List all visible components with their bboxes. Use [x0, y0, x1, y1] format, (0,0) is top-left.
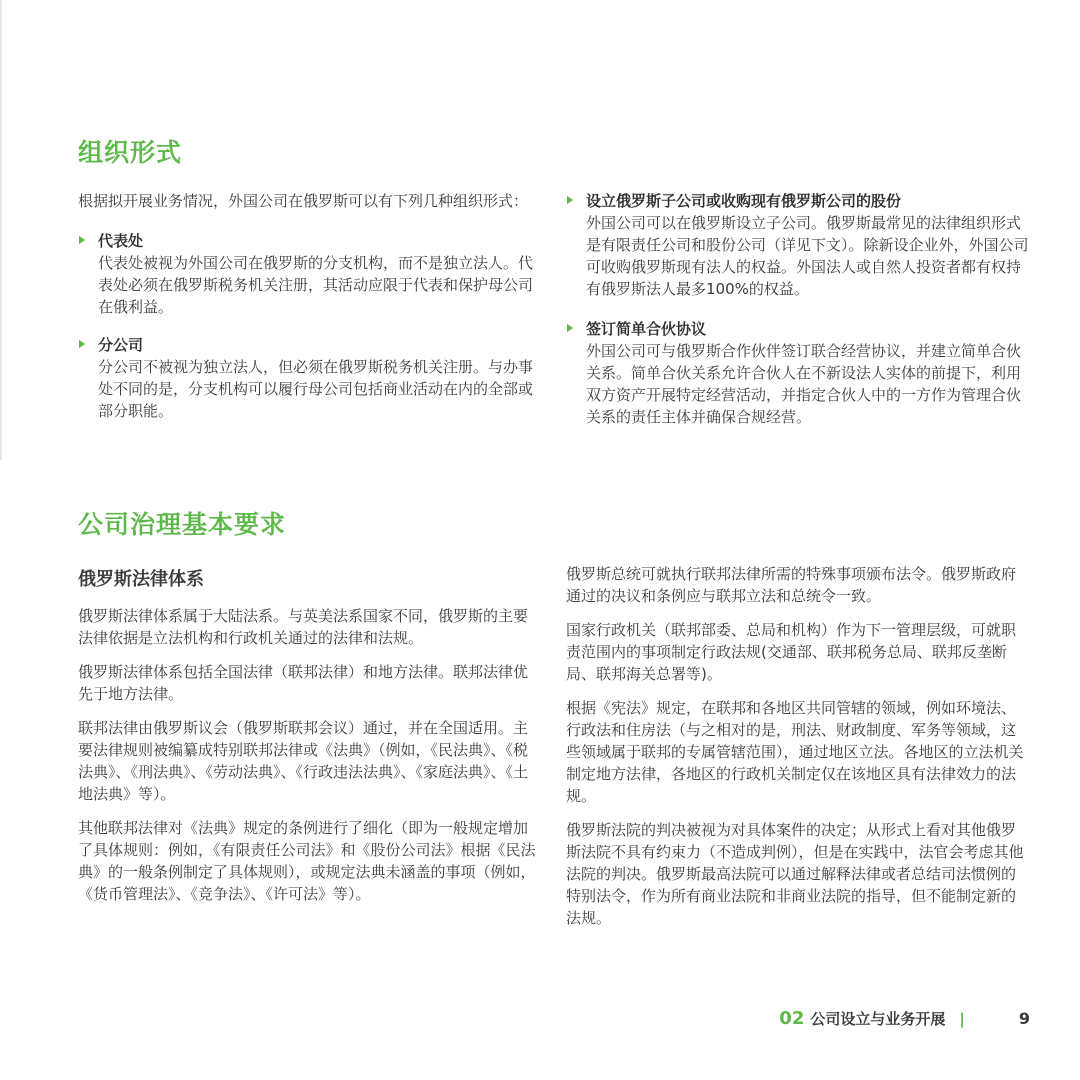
paragraph: 国家行政机关（联邦部委、总局和机构）作为下一管理层级，可就职责范围内的事项制定行政法规(交通部、联邦税务总局、联邦反垄断局、联邦海关总署等)。: [566, 621, 1017, 683]
paragraph: 俄罗斯法院的判决被视为对具体案件的决定；从形式上看对其他俄罗斯法院不具有约束力（不造成判例），但是在实践中，法官会考虑其他法院的判决。俄罗斯最高法院可以通过解释法律或者总结司法惯例的特别法令，作为所有商业法院和非商业法院的指导，但不能制定新的法规。: [566, 821, 1024, 927]
triangle-bullet-icon: [79, 236, 85, 244]
section-title-organization-forms: 组织形式: [78, 138, 183, 167]
bullet-item-partnership: [566, 318, 1032, 428]
chapter-number: 02: [779, 1008, 805, 1029]
section2-right-column: [566, 563, 1030, 941]
page-edge-rule: [0, 0, 2, 460]
bullet-title: 签订简单合伙协议: [586, 320, 707, 338]
bullet-item-subsidiary: [566, 190, 1032, 300]
paragraph: 根据《宪法》规定，在联邦和各地区共同管辖的领域，例如环境法、行政法和住房法（与之相对的是，刑法、财政制度、军务等领域，这些领域属于联邦的专属管辖范围），通过地区立法。各地区的立法机关制定地方法律，各地区的行政机关制定仅在该地区具有法律效力的法规。: [566, 699, 1024, 805]
bullet-item-representative-office: [78, 230, 538, 318]
section1-left-column: [78, 190, 538, 438]
footer-separator: |: [959, 1009, 965, 1028]
section-title-corporate-governance: 公司治理基本要求: [78, 510, 287, 539]
paragraph: 俄罗斯法律体系包括全国法律（联邦法律）和地方法律。联邦法律优先于地方法律。: [78, 663, 529, 703]
triangle-bullet-icon: [567, 196, 573, 204]
subheading-legal-system: 俄罗斯法律体系: [78, 569, 204, 590]
bullet-title: 设立俄罗斯子公司或收购现有俄罗斯公司的股份: [586, 192, 902, 210]
bullet-text: 代表处被视为外国公司在俄罗斯的分支机构，而不是独立法人。代表处必须在俄罗斯税务机关注册，其活动应限于代表和保护母公司在俄利益。: [98, 254, 534, 316]
section1-right-column: [566, 190, 1032, 444]
bullet-text: 外国公司可以在俄罗斯设立子公司。俄罗斯最常见的法律组织形式是有限责任公司和股份公司（详见下文）。除新设企业外，外国公司可收购俄罗斯现有法人的权益。外国法人或自然人投资者都有权持有俄罗斯法人最多100%的权益。: [586, 214, 1029, 298]
chapter-title: 公司设立与业务开展: [810, 1010, 946, 1028]
bullet-title: 分公司: [98, 336, 144, 354]
section2-left-column: [78, 565, 538, 917]
paragraph: 俄罗斯总统可就执行联邦法律所需的特殊事项颁布法令。俄罗斯政府通过的决议和条例应与联邦立法和总统令一致。: [566, 565, 1017, 605]
page-number: 9: [1018, 1009, 1030, 1028]
page-footer: [779, 1008, 1030, 1029]
paragraph: 其他联邦法律对《法典》规定的条例进行了细化（即为一般规定增加了具体规则：例如，《有限责任公司法》和《股份公司法》根据《民法典》的一般条例制定了具体规则），或规定法典未涵盖的事项（例如，《货币管理法》、《竞争法》、《许可法》等）。: [78, 819, 536, 903]
triangle-bullet-icon: [567, 324, 573, 332]
section1-intro: 根据拟开展业务情况，外国公司在俄罗斯可以有下列几种组织形式：: [78, 192, 529, 210]
bullet-title: 代表处: [98, 232, 144, 250]
bullet-item-branch: [78, 334, 538, 422]
triangle-bullet-icon: [79, 340, 85, 348]
bullet-text: 分公司不被视为独立法人，但必须在俄罗斯税务机关注册。与办事处不同的是，分支机构可以履行母公司包括商业活动在内的全部或部分职能。: [98, 358, 534, 420]
paragraph: 联邦法律由俄罗斯议会（俄罗斯联邦会议）通过，并在全国适用。主要法律规则被编纂成特别联邦法律或《法典》（例如，《民法典》、《税法典》、《刑法典》、《劳动法典》、《行政违法法典》、《家庭法典》、《土地法典》等）。: [78, 719, 529, 803]
paragraph: 俄罗斯法律体系属于大陆法系。与英美法系国家不同，俄罗斯的主要法律依据是立法机构和行政机关通过的法律和法规。: [78, 607, 529, 647]
bullet-text: 外国公司可与俄罗斯合作伙伴签订联合经营协议，并建立简单合伙关系。简单合伙关系允许合伙人在不新设法人实体的前提下，利用双方资产开展特定经营活动，并指定合伙人中的一方作为管理合伙关系的责任主体并确保合规经营。: [586, 342, 1022, 426]
